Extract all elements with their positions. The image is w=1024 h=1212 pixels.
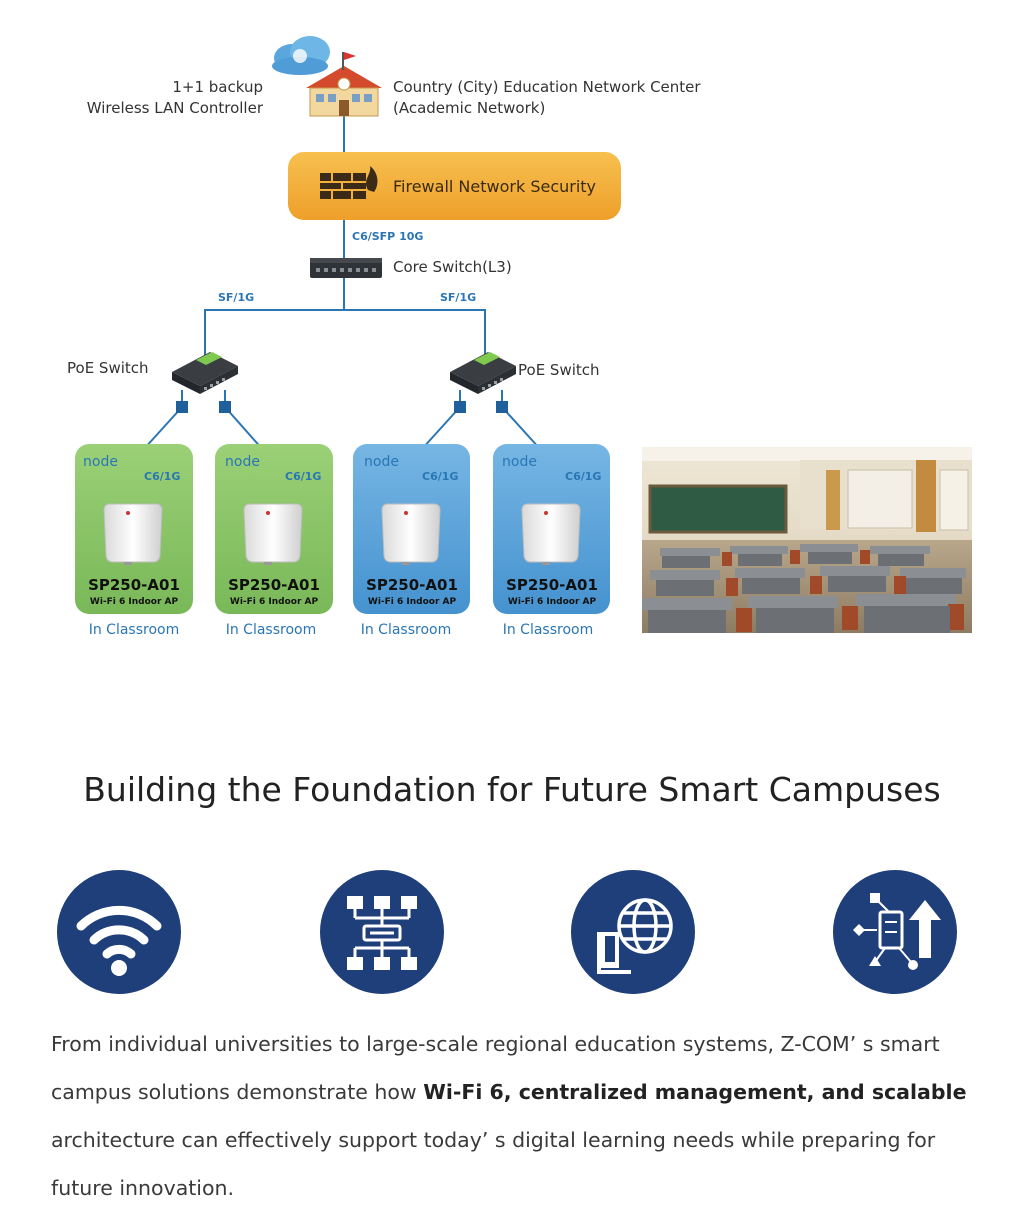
center-label-line1: Country (City) Education Network Center xyxy=(393,78,701,96)
ap-location: In Classroom xyxy=(225,622,317,638)
right-link-label: SF/1G xyxy=(440,291,477,304)
ap-card xyxy=(215,444,333,638)
ap-model-sub: Wi-Fi 6 Indoor AP xyxy=(229,597,319,607)
ap-location: In Classroom xyxy=(360,622,452,638)
access-point-device-icon xyxy=(244,504,302,565)
ap-location: In Classroom xyxy=(88,622,180,638)
ap-model-sub: Wi-Fi 6 Indoor AP xyxy=(507,597,597,607)
body-text-part1: From individual universities to large-scale regional education systems, Z-COM’ s smart campus solutions demonstrate how xyxy=(51,1032,940,1104)
ap-location: In Classroom xyxy=(502,622,594,638)
body-text-part2: architecture can effectively support today’ s digital learning needs while preparing for future innovation. xyxy=(51,1128,936,1200)
firewall-label: Firewall Network Security xyxy=(393,177,597,196)
access-point-device-icon xyxy=(522,504,580,565)
node-link-label: C6/1G xyxy=(565,470,602,483)
poe-switch-left-label: PoE Switch xyxy=(67,359,149,377)
ap-card xyxy=(75,444,193,638)
global-learning-icon xyxy=(571,870,695,994)
classroom-photo xyxy=(642,447,972,633)
node-label: node xyxy=(83,454,118,470)
access-point-cards xyxy=(75,444,610,638)
ap-model: SP250-A01 xyxy=(366,576,458,594)
ap-model: SP250-A01 xyxy=(88,576,180,594)
network-hierarchy-icon xyxy=(320,870,444,994)
ap-model-sub: Wi-Fi 6 Indoor AP xyxy=(89,597,179,607)
node-label: node xyxy=(364,454,399,470)
ap-model: SP250-A01 xyxy=(228,576,320,594)
node-label: node xyxy=(502,454,537,470)
body-text-bold: Wi-Fi 6, centralized management, and scalable xyxy=(423,1080,967,1104)
node-link-label: C6/1G xyxy=(285,470,322,483)
core-switch-icon xyxy=(310,258,382,278)
center-label-line2: (Academic Network) xyxy=(393,99,546,117)
wifi-icon xyxy=(57,870,181,994)
access-point-device-icon xyxy=(104,504,162,565)
controller-label-line1: 1+1 backup xyxy=(172,78,263,96)
poe-switch-left-icon xyxy=(172,352,238,394)
ap-model: SP250-A01 xyxy=(506,576,598,594)
ap-card xyxy=(353,444,470,638)
left-link-label: SF/1G xyxy=(218,291,255,304)
core-switch-label: Core Switch(L3) xyxy=(393,258,512,276)
poe-switch-right-label: PoE Switch xyxy=(518,361,600,379)
node-link-label: C6/1G xyxy=(422,470,459,483)
body-paragraph xyxy=(51,1020,981,1212)
uplink-label: C6/SFP 10G xyxy=(352,230,424,243)
scalable-upgrade-icon xyxy=(833,870,957,994)
node-label: node xyxy=(225,454,260,470)
education-center-building-icon xyxy=(272,36,382,116)
poe-switch-right-icon xyxy=(450,352,516,394)
access-point-device-icon xyxy=(382,504,440,565)
controller-label-line2: Wireless LAN Controller xyxy=(86,99,263,117)
ap-card xyxy=(493,444,610,638)
node-link-label: C6/1G xyxy=(144,470,181,483)
section-headline: Building the Foundation for Future Smart Campuses xyxy=(83,770,941,809)
ap-model-sub: Wi-Fi 6 Indoor AP xyxy=(367,597,457,607)
